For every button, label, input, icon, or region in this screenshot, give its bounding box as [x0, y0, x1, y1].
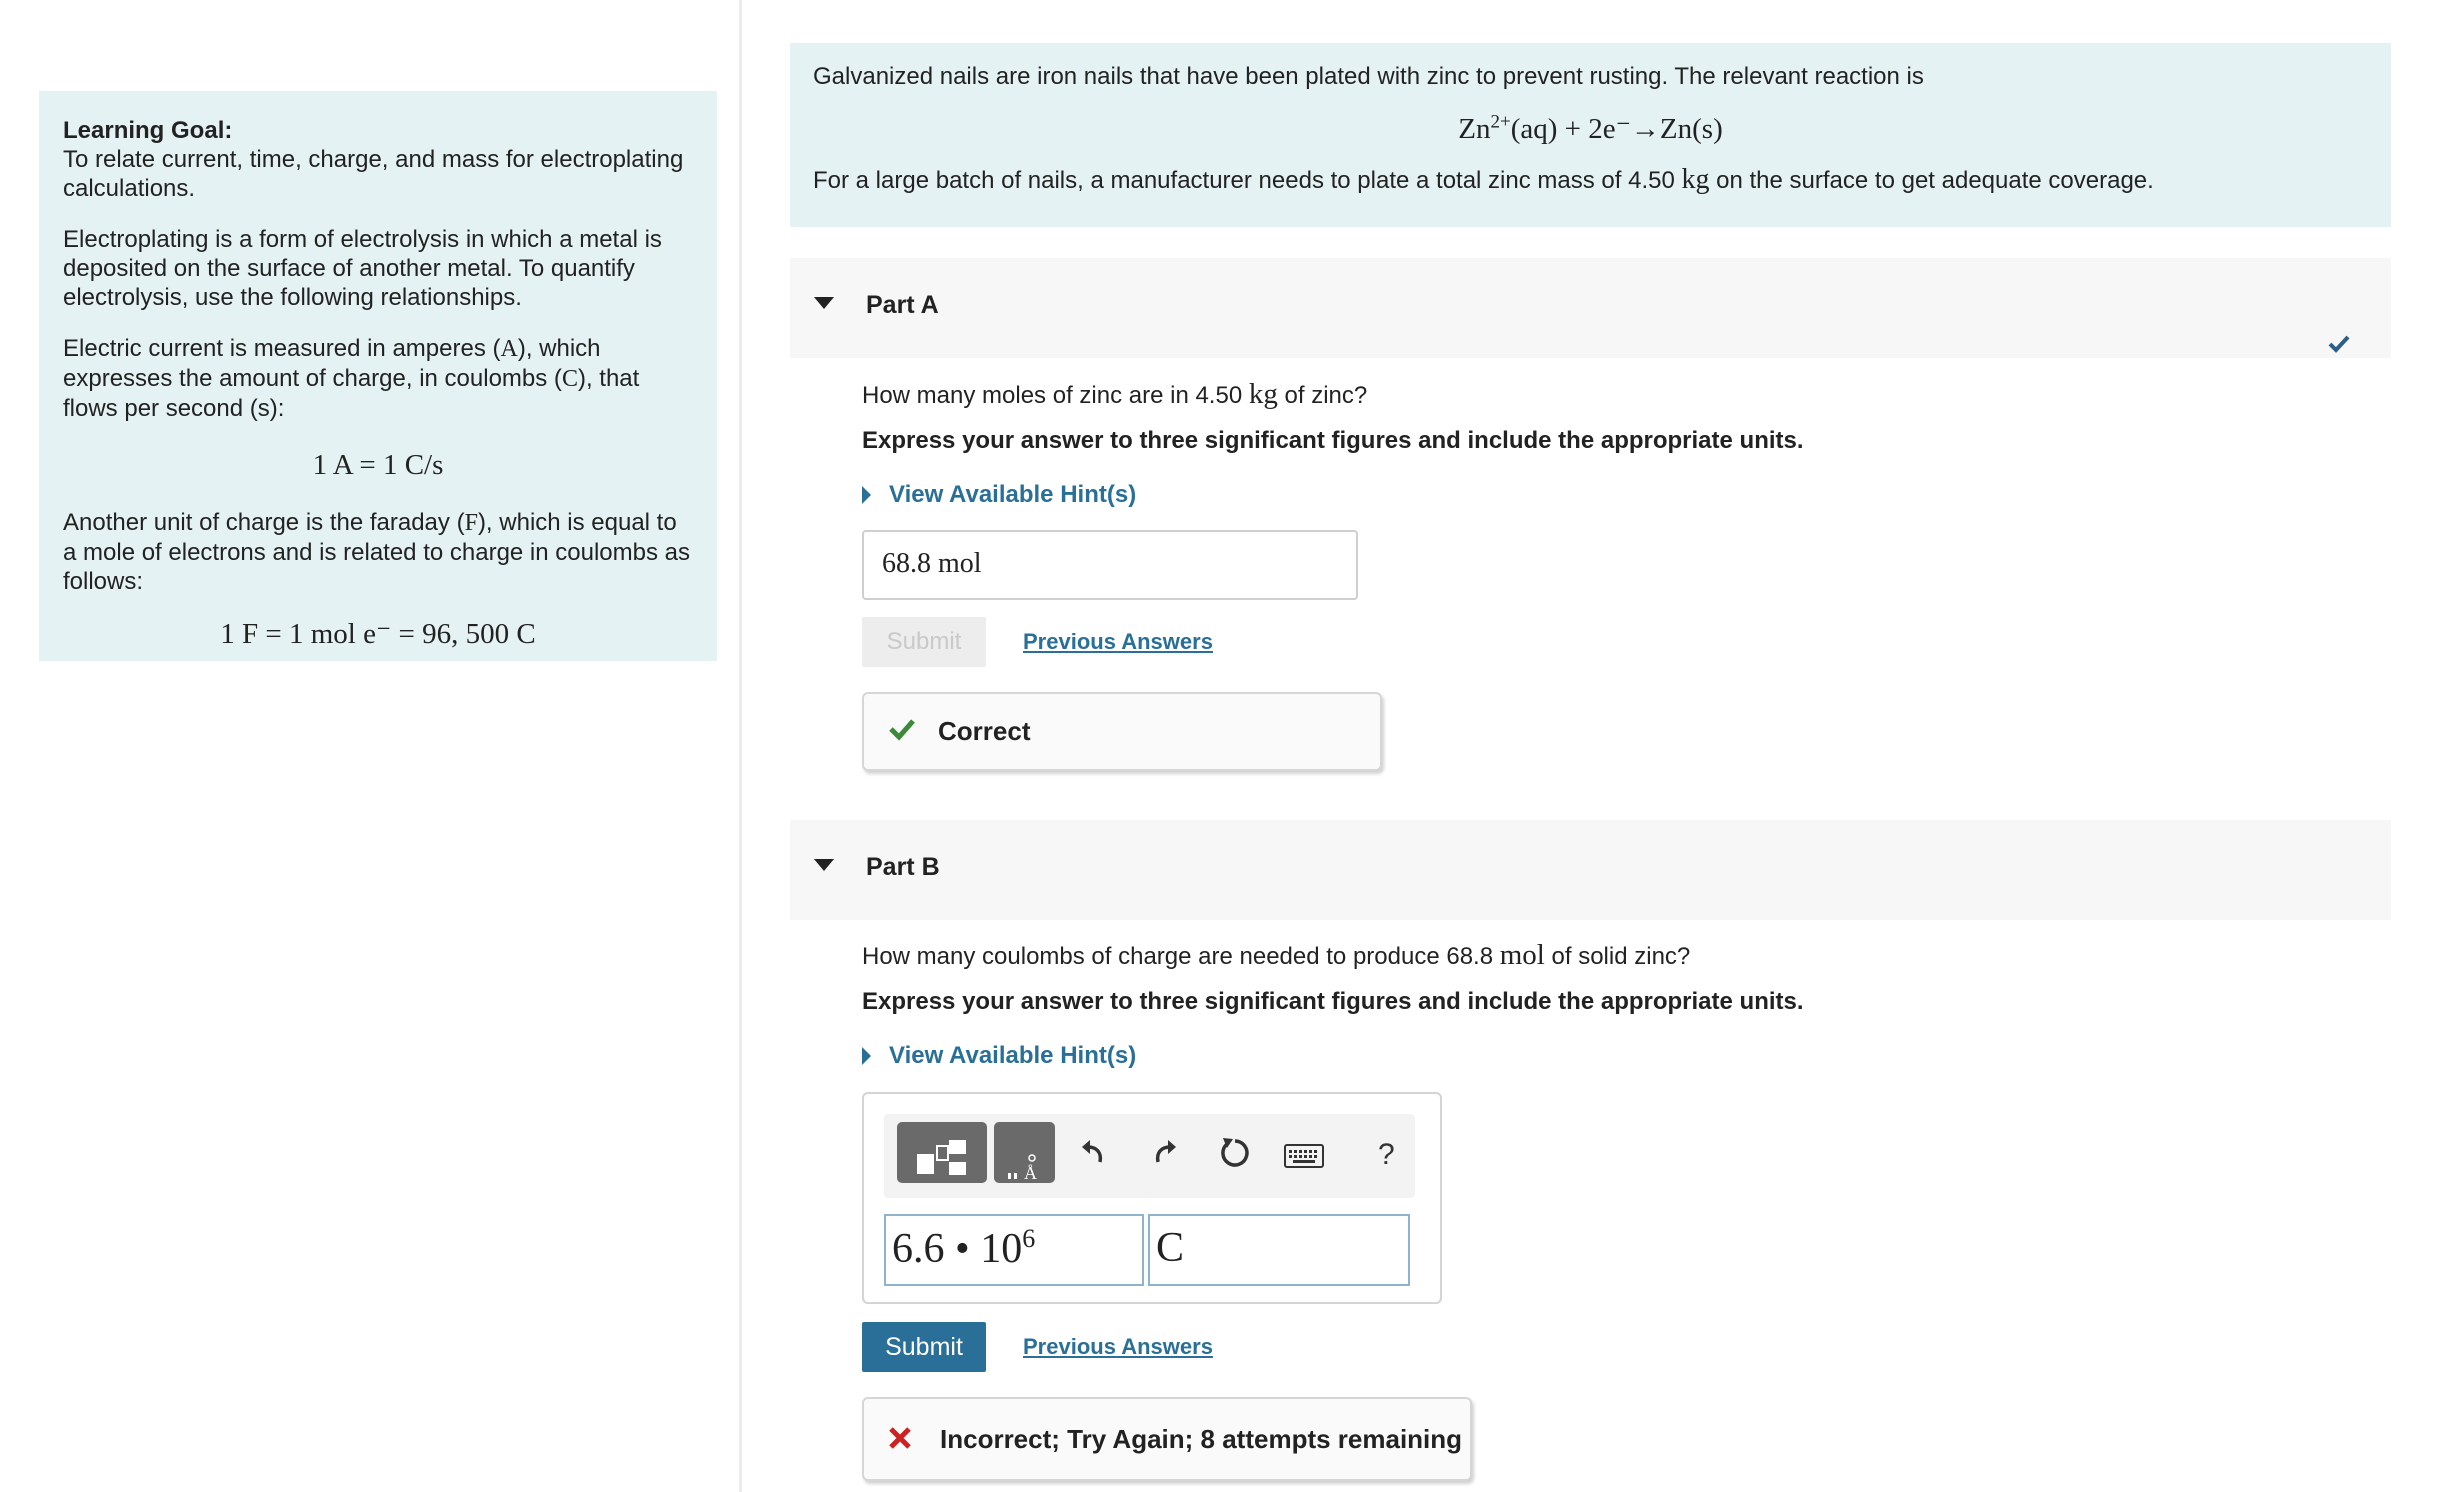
value-input[interactable]: 6.6 • $10^6$ — [884, 1214, 1144, 1286]
part-a-question: How many moles of zinc are in 4.50 kg of zinc? — [862, 378, 1368, 410]
units-button[interactable] — [994, 1122, 1055, 1183]
learning-goal-text: To relate current, time, charge, and mass for electroplating calculations. — [63, 146, 684, 202]
part-a-hint-link[interactable]: View Available Hint(s) — [862, 481, 1136, 509]
undo-icon[interactable] — [1078, 1136, 1110, 1168]
part-b-feedback — [862, 1397, 1472, 1481]
faraday-equation: 1 F = 1 mol e⁻ = 96, 500 C — [220, 618, 536, 650]
part-a-title: Part A — [866, 291, 939, 319]
templates-icon — [897, 1122, 987, 1183]
correct-check-icon — [888, 717, 916, 741]
intro-text: Galvanized nails are iron nails that have been plated with zinc to prevent rusting. The relevant reaction is — [813, 63, 1924, 90]
part-b-instructions: Express your answer to three significant figures and include the appropriate units. — [862, 988, 1804, 1015]
part-a-submit-button[interactable]: Submit — [862, 617, 986, 667]
problem-intro — [790, 43, 2391, 227]
part-b-header[interactable] — [790, 820, 2391, 920]
units-icon — [994, 1122, 1055, 1183]
part-b-answer-editor — [862, 1092, 1442, 1304]
electroplating-paragraph: Electroplating is a form of electrolysis in which a metal is deposited on the surface of another metal. To quantify electrolysis, use the following relationships. — [63, 226, 662, 311]
ampere-equation: 1 A = 1 C/s — [312, 449, 444, 481]
reaction-equation: $Zn^{2+}(aq) + 2e^-\to Zn(s)$ — [1458, 111, 1723, 145]
part-b-question: How many coulombs of charge are needed to produce 68.8 mol of solid zinc? — [862, 939, 1691, 971]
expand-triangle-icon — [862, 486, 871, 504]
templates-button[interactable] — [897, 1122, 987, 1183]
learning-goal-panel — [39, 91, 717, 661]
part-a-feedback-text: Correct — [938, 716, 1031, 746]
part-a-header[interactable] — [790, 258, 2391, 358]
part-b-feedback-text: Incorrect; Try Again; 8 attempts remaining — [940, 1424, 1463, 1454]
faraday-paragraph: Another unit of charge is the faraday (F), which is equal to a mole of electrons and is related to charge in coulombs as follows: — [63, 509, 691, 595]
help-button[interactable]: ? — [1378, 1138, 1395, 1171]
expand-triangle-icon — [862, 1047, 871, 1065]
learning-goal-title: Learning Goal: — [63, 117, 233, 144]
current-paragraph: Electric current is measured in amperes (A), which expresses the amount of charge, in coulombs (C), that flows per second (s): — [63, 335, 640, 422]
part-b-title: Part B — [866, 853, 940, 881]
svg-text:Å: Å — [1024, 1163, 1037, 1183]
collapse-triangle-icon[interactable] — [814, 297, 834, 309]
part-a-previous-answers-link[interactable]: Previous Answers — [1023, 629, 1213, 654]
collapse-triangle-icon[interactable] — [814, 859, 834, 871]
intro-mass-text: For a large batch of nails, a manufacturer needs to plate a total zinc mass of 4.50 kg on the surface to get adequate coverage. — [813, 164, 2154, 195]
column-divider — [739, 0, 742, 1492]
redo-icon[interactable] — [1148, 1136, 1180, 1168]
part-b-hint-link[interactable]: View Available Hint(s) — [862, 1042, 1136, 1070]
units-input[interactable]: C — [1148, 1214, 1410, 1286]
incorrect-x-icon — [888, 1426, 912, 1450]
part-a-instructions: Express your answer to three significant figures and include the appropriate units. — [862, 427, 1804, 454]
part-a-complete-check-icon — [2328, 335, 2350, 353]
part-b-submit-button[interactable]: Submit — [862, 1322, 986, 1372]
part-a-feedback — [862, 692, 1382, 771]
keyboard-icon[interactable] — [1284, 1144, 1324, 1168]
part-b-previous-answers-link[interactable]: Previous Answers — [1023, 1334, 1213, 1359]
reset-icon[interactable] — [1218, 1136, 1252, 1170]
math-toolbar — [884, 1114, 1415, 1198]
part-a-answer-field[interactable]: 68.8 mol — [862, 530, 1358, 600]
